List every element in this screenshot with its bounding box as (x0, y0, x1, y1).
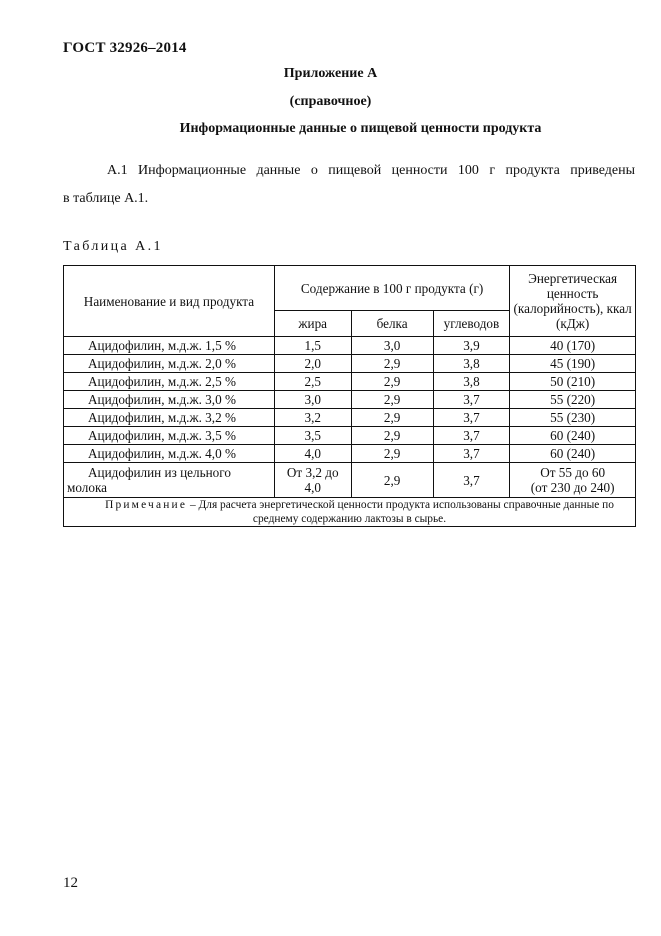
cell-carbs: 3,7 (433, 427, 510, 445)
cell-fat: 3,2 (274, 409, 351, 427)
header-name: Наименование и вид продукта (64, 266, 275, 337)
cell-carbs: 3,7 (433, 391, 510, 409)
table-header-row (64, 266, 636, 311)
cell-protein: 2,9 (351, 355, 433, 373)
header-protein: белка (351, 311, 433, 337)
cell-protein: 3,0 (351, 337, 433, 355)
document-code: ГОСТ 32926–2014 (63, 40, 187, 56)
cell-fat: 4,0 (274, 445, 351, 463)
table-note (64, 498, 636, 527)
note-text: – Для расчета энергетической ценности продукта использованы справочные данные по среднему содержанию лактозы в сырье. (187, 499, 614, 525)
cell-fat: 1,5 (274, 337, 351, 355)
header-carbs: углеводов (433, 311, 510, 337)
table-row (64, 409, 636, 427)
cell-energy: 60 (240) (510, 445, 636, 463)
cell-carbs: 3,9 (433, 337, 510, 355)
cell-name-line-2: молока (67, 480, 108, 495)
header-fat: жира (274, 311, 351, 337)
annex-heading: Информационные данные о пищевой ценности продукта (179, 121, 542, 136)
cell-fat: 3,5 (274, 427, 351, 445)
cell-energy-line-2: (от 230 до 240) (530, 480, 615, 495)
header-content: Содержание в 100 г продукта (г) (274, 266, 509, 311)
cell-name (64, 463, 275, 498)
cell-fat-line-2: 4,0 (304, 480, 321, 495)
cell-protein: 2,9 (351, 409, 433, 427)
table-row (64, 463, 636, 498)
table-row (64, 355, 636, 373)
cell-protein: 2,9 (351, 427, 433, 445)
cell-fat-line-1: От 3,2 до (286, 465, 339, 480)
cell-energy: 60 (240) (510, 427, 636, 445)
cell-name: Ацидофилин, м.д.ж. 1,5 % (64, 337, 275, 355)
cell-protein: 2,9 (351, 463, 433, 498)
annex-subtitle: (справочное) (289, 94, 372, 109)
page-number: 12 (63, 875, 78, 891)
cell-energy: 45 (190) (510, 355, 636, 373)
table-row (64, 427, 636, 445)
paragraph-line-1: А.1 Информационные данные о пищевой ценности 100 г продукта приведены (107, 163, 635, 178)
cell-carbs: 3,7 (433, 409, 510, 427)
cell-carbs: 3,7 (433, 445, 510, 463)
cell-name: Ацидофилин, м.д.ж. 4,0 % (64, 445, 275, 463)
header-energy: Энергетическая ценность (калорийность), ккал (кДж) (510, 266, 636, 337)
cell-carbs: 3,8 (433, 355, 510, 373)
cell-name: Ацидофилин, м.д.ж. 3,2 % (64, 409, 275, 427)
cell-energy: 40 (170) (510, 337, 636, 355)
cell-protein: 2,9 (351, 373, 433, 391)
table-caption: Таблица А.1 (63, 239, 163, 254)
cell-carbs: 3,8 (433, 373, 510, 391)
cell-energy: 50 (210) (510, 373, 636, 391)
paragraph-line-2: в таблице А.1. (63, 191, 149, 206)
cell-fat: 2,5 (274, 373, 351, 391)
table-row (64, 391, 636, 409)
cell-protein: 2,9 (351, 445, 433, 463)
cell-energy-line-1: От 55 до 60 (540, 465, 606, 480)
cell-energy: 55 (230) (510, 409, 636, 427)
cell-fat: 3,0 (274, 391, 351, 409)
cell-carbs: 3,7 (433, 463, 510, 498)
table-row (64, 373, 636, 391)
annex-title: Приложение А (283, 66, 378, 81)
cell-name-line-1: Ацидофилин из цельного (88, 465, 231, 480)
cell-energy: 55 (220) (510, 391, 636, 409)
table-note-row (64, 498, 636, 527)
nutrition-table (63, 265, 636, 527)
table-row (64, 337, 636, 355)
cell-energy (510, 463, 636, 498)
table-row (64, 445, 636, 463)
cell-name: Ацидофилин, м.д.ж. 2,0 % (64, 355, 275, 373)
cell-name: Ацидофилин, м.д.ж. 2,5 % (64, 373, 275, 391)
cell-protein: 2,9 (351, 391, 433, 409)
cell-fat (274, 463, 351, 498)
note-label: Примечание (105, 499, 188, 511)
cell-fat: 2,0 (274, 355, 351, 373)
cell-name: Ацидофилин, м.д.ж. 3,5 % (64, 427, 275, 445)
cell-name: Ацидофилин, м.д.ж. 3,0 % (64, 391, 275, 409)
